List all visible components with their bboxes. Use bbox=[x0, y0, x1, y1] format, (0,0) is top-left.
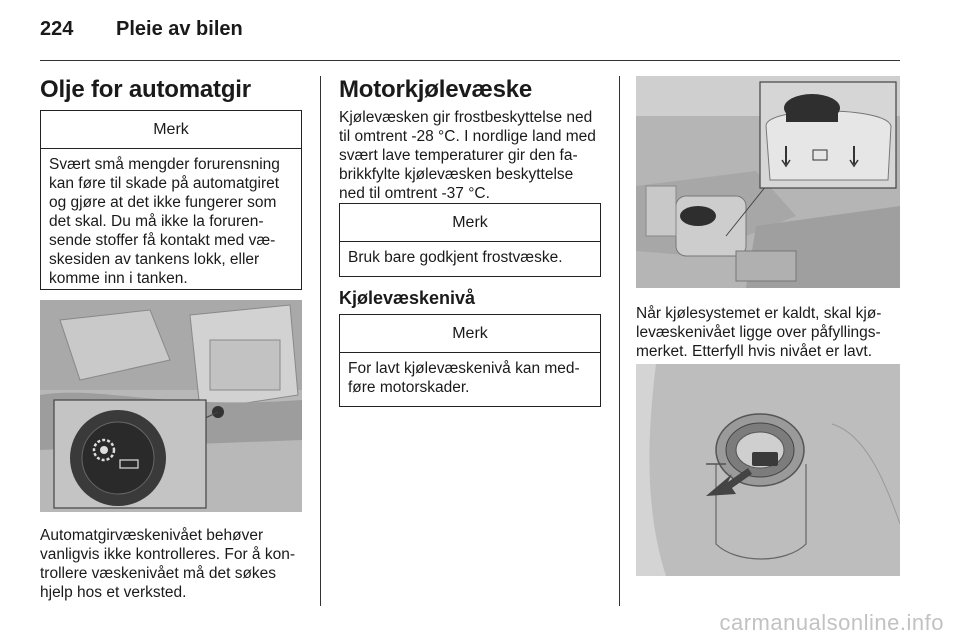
text-line: brikkfylte kjølevæsken beskyttelse bbox=[339, 166, 574, 183]
running-title: Pleie av bilen bbox=[116, 18, 243, 40]
note-line: Svært små mengder forurensning bbox=[49, 156, 280, 173]
paragraph-coolant-check bbox=[636, 304, 906, 361]
section-heading-coolant: Motorkjølevæske bbox=[339, 76, 533, 103]
note-line: skesiden av tankens lokk, eller bbox=[49, 251, 260, 268]
transmission-fluid-cap-icon bbox=[40, 300, 302, 512]
note-line: føre motorskader. bbox=[348, 379, 470, 396]
watermark: carmanualsonline.info bbox=[719, 610, 944, 635]
section-heading-transmission-oil: Olje for automatgir bbox=[40, 76, 251, 103]
note-title: Merk bbox=[340, 204, 600, 242]
figure-coolant-filler-neck bbox=[636, 364, 900, 576]
text-line: ned til omtrent -37 °C. bbox=[339, 185, 490, 202]
coolant-filler-neck-icon bbox=[636, 364, 900, 576]
note-box-transmission bbox=[40, 110, 302, 290]
note-title: Merk bbox=[41, 111, 301, 149]
column-divider-right bbox=[619, 76, 620, 606]
figure-coolant-reservoir bbox=[636, 76, 900, 288]
paragraph-coolant-intro bbox=[339, 108, 611, 203]
page-number: 224 bbox=[40, 18, 74, 40]
figure-transmission-cap bbox=[40, 300, 302, 512]
text-line: til omtrent -28 °C. I nordlige land med bbox=[339, 128, 596, 145]
paragraph-transmission-level bbox=[40, 526, 310, 602]
note-line: Bruk bare godkjent frostvæske. bbox=[348, 249, 563, 266]
note-line: kan føre til skade på automatgiret bbox=[49, 175, 280, 192]
text-line: hjelp hos et verksted. bbox=[40, 584, 187, 601]
note-body bbox=[340, 242, 600, 273]
text-line: Når kjølesystemet er kaldt, skal kjø- bbox=[636, 305, 882, 322]
note-line: For lavt kjølevæskenivå kan med- bbox=[348, 360, 580, 377]
note-line: det skal. Du må ikke la foruren- bbox=[49, 213, 264, 230]
text-line: vanligvis ikke kontrolleres. For å kon- bbox=[40, 546, 295, 563]
note-box-coolant-level bbox=[339, 314, 601, 407]
text-line: Automatgirvæskenivået behøver bbox=[40, 527, 264, 544]
column-divider-left bbox=[320, 76, 321, 606]
note-body bbox=[41, 149, 301, 294]
text-line: merket. Etterfyll hvis nivået er lavt. bbox=[636, 343, 873, 360]
header-rule bbox=[40, 60, 900, 61]
text-line: Kjølevæsken gir frostbeskyttelse ned bbox=[339, 109, 593, 126]
coolant-reservoir-icon bbox=[636, 76, 900, 288]
note-line: og gjøre at det ikke fungerer som bbox=[49, 194, 277, 211]
note-title: Merk bbox=[340, 315, 600, 353]
text-line: trollere væskenivået må det søkes bbox=[40, 565, 277, 582]
text-line: levæskenivået ligge over påfyllings- bbox=[636, 324, 881, 341]
subheading-coolant-level: Kjølevæskenivå bbox=[339, 288, 476, 308]
note-box-antifreeze bbox=[339, 203, 601, 277]
note-line: komme inn i tanken. bbox=[49, 270, 188, 287]
note-line: sende stoffer få kontakt med væ- bbox=[49, 232, 276, 249]
note-body bbox=[340, 353, 600, 403]
text-line: svært lave temperaturer gir den fa- bbox=[339, 147, 578, 164]
